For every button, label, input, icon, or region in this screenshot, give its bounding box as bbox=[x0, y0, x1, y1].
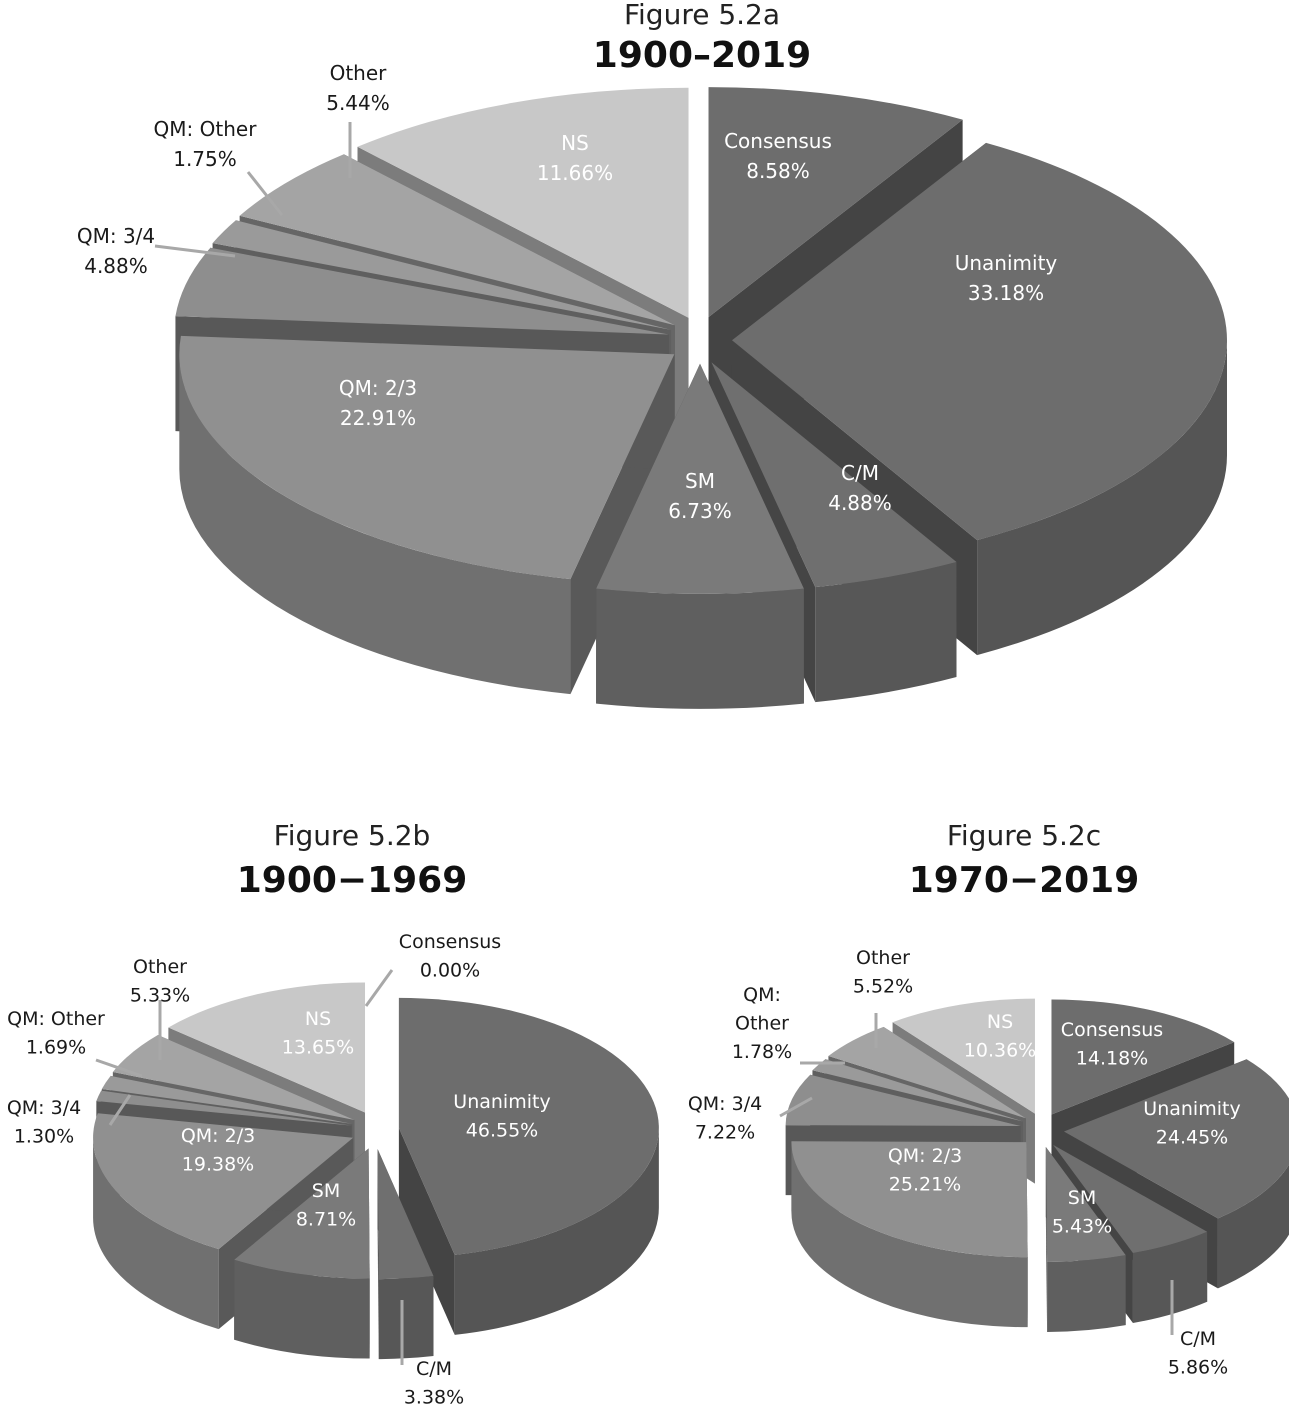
data-label-ns-b: 13.65% bbox=[281, 1036, 355, 1059]
label-qm-3-4-a bbox=[77, 224, 155, 278]
chart-subtitle-b: 1900−1969 bbox=[236, 860, 468, 901]
data-label-unanimity-c: 24.45% bbox=[1155, 1126, 1229, 1149]
category-label-unanimity-c: Unanimity bbox=[1143, 1098, 1241, 1120]
data-label-qm-2-3-a: 22.91% bbox=[339, 406, 417, 430]
data-label-c-m-a: 4.88% bbox=[828, 491, 892, 515]
category-label-unanimity-b: Unanimity bbox=[453, 1091, 551, 1113]
chart-subtitle-a: 1900–2019 bbox=[592, 35, 812, 76]
category-label-consensus-a: Consensus bbox=[724, 129, 832, 153]
data-label-other-b: 5.33% bbox=[129, 984, 191, 1007]
pie-chart-a bbox=[77, 61, 1227, 709]
category-label-c-m-b: C/M bbox=[415, 1358, 453, 1380]
data-label-sm-c: 5.43% bbox=[1051, 1215, 1113, 1238]
category-label-qm-3-4-c: QM: 3/4 bbox=[687, 1093, 763, 1115]
data-label-unanimity-a: 33.18% bbox=[967, 281, 1045, 305]
label-c-m-c bbox=[1168, 1328, 1228, 1379]
chart-title-a: Figure 5.2a bbox=[623, 0, 781, 31]
category-label-sm-b: SM bbox=[311, 1180, 341, 1202]
slice-side-sm-a-0 bbox=[596, 589, 804, 709]
category-label-other-b: Other bbox=[133, 956, 187, 978]
data-label-sm-b: 8.71% bbox=[295, 1208, 357, 1231]
data-label-qm-other-a: 1.75% bbox=[173, 147, 237, 171]
data-label-consensus-c: 14.18% bbox=[1075, 1047, 1149, 1070]
data-label-qm-3-4-b: 1.30% bbox=[13, 1125, 75, 1148]
label-qm-3-4-c bbox=[688, 1093, 762, 1144]
category-label-ns-a: NS bbox=[561, 131, 589, 155]
data-label-c-m-c: 5.86% bbox=[1167, 1356, 1229, 1379]
label-qm-other-a bbox=[154, 117, 258, 171]
data-label-qm-other-b: 1.69% bbox=[25, 1036, 87, 1059]
category-label-qm-other-c-0: QM: bbox=[743, 984, 781, 1006]
data-label-other-c: 5.52% bbox=[852, 975, 914, 998]
category-label-qm-other-c-1: Other bbox=[735, 1012, 789, 1035]
category-label-c-m-a: C/M bbox=[841, 461, 879, 485]
slice-qm-2-3-c bbox=[791, 1141, 1027, 1327]
category-label-qm-3-4-b: QM: 3/4 bbox=[6, 1097, 82, 1119]
data-label-c-m-b: 3.38% bbox=[403, 1386, 465, 1409]
data-label-other-a: 5.44% bbox=[326, 91, 390, 115]
data-label-ns-a: 11.66% bbox=[536, 161, 614, 185]
category-label-sm-a: SM bbox=[685, 469, 715, 493]
slice-side-sm-c-0 bbox=[1047, 1255, 1126, 1332]
category-label-unanimity-a: Unanimity bbox=[954, 251, 1058, 275]
data-label-qm-3-4-a: 4.88% bbox=[84, 254, 148, 278]
category-label-other-c: Other bbox=[856, 947, 910, 969]
pie-chart-b bbox=[7, 931, 659, 1409]
data-label-qm-2-3-c: 25.21% bbox=[888, 1173, 962, 1196]
category-label-consensus-c: Consensus bbox=[1060, 1019, 1164, 1041]
label-other-c bbox=[853, 947, 913, 998]
slice-side-c-m-b-0 bbox=[379, 1276, 434, 1359]
chart-title-c: Figure 5.2c bbox=[946, 819, 1102, 852]
data-label-consensus-b: 0.00% bbox=[419, 959, 481, 982]
category-label-qm-2-3-c: QM: 2/3 bbox=[887, 1145, 963, 1167]
category-label-qm-other-a: QM: Other bbox=[153, 117, 257, 141]
label-qm-other-b bbox=[7, 1008, 105, 1059]
label-qm-3-4-b bbox=[7, 1097, 81, 1148]
label-qm-other-c bbox=[732, 984, 792, 1063]
category-label-qm-other-b: QM: Other bbox=[7, 1008, 105, 1030]
category-label-other-a: Other bbox=[329, 61, 387, 85]
data-label-unanimity-b: 46.55% bbox=[465, 1119, 539, 1142]
data-label-consensus-a: 8.58% bbox=[746, 159, 810, 183]
category-label-ns-c: NS bbox=[986, 1011, 1014, 1033]
slice-unanimity-b bbox=[399, 998, 659, 1335]
leader-line-consensus-b bbox=[366, 970, 392, 1006]
chart-title-b: Figure 5.2b bbox=[273, 819, 431, 852]
label-other-a bbox=[326, 61, 390, 115]
category-label-qm-2-3-b: QM: 2/3 bbox=[180, 1125, 256, 1147]
pie-chart-c bbox=[688, 947, 1289, 1379]
label-other-b bbox=[130, 956, 190, 1007]
data-label-qm-other-c-2: 1.78% bbox=[731, 1041, 793, 1063]
category-label-ns-b: NS bbox=[304, 1008, 332, 1030]
category-label-consensus-b: Consensus bbox=[398, 931, 502, 953]
category-label-sm-c: SM bbox=[1067, 1187, 1097, 1209]
chart-subtitle-c: 1970−2019 bbox=[908, 860, 1140, 901]
data-label-qm-3-4-c: 7.22% bbox=[694, 1121, 756, 1144]
label-c-m-b bbox=[404, 1358, 464, 1409]
category-label-qm-2-3-a: QM: 2/3 bbox=[338, 376, 418, 400]
label-consensus-b bbox=[399, 931, 501, 982]
category-label-c-m-c: C/M bbox=[1179, 1328, 1217, 1350]
data-label-ns-c: 10.36% bbox=[963, 1039, 1037, 1062]
category-label-qm-3-4-a: QM: 3/4 bbox=[76, 224, 156, 248]
data-label-sm-a: 6.73% bbox=[668, 499, 732, 523]
data-label-qm-2-3-b: 19.38% bbox=[181, 1153, 255, 1176]
